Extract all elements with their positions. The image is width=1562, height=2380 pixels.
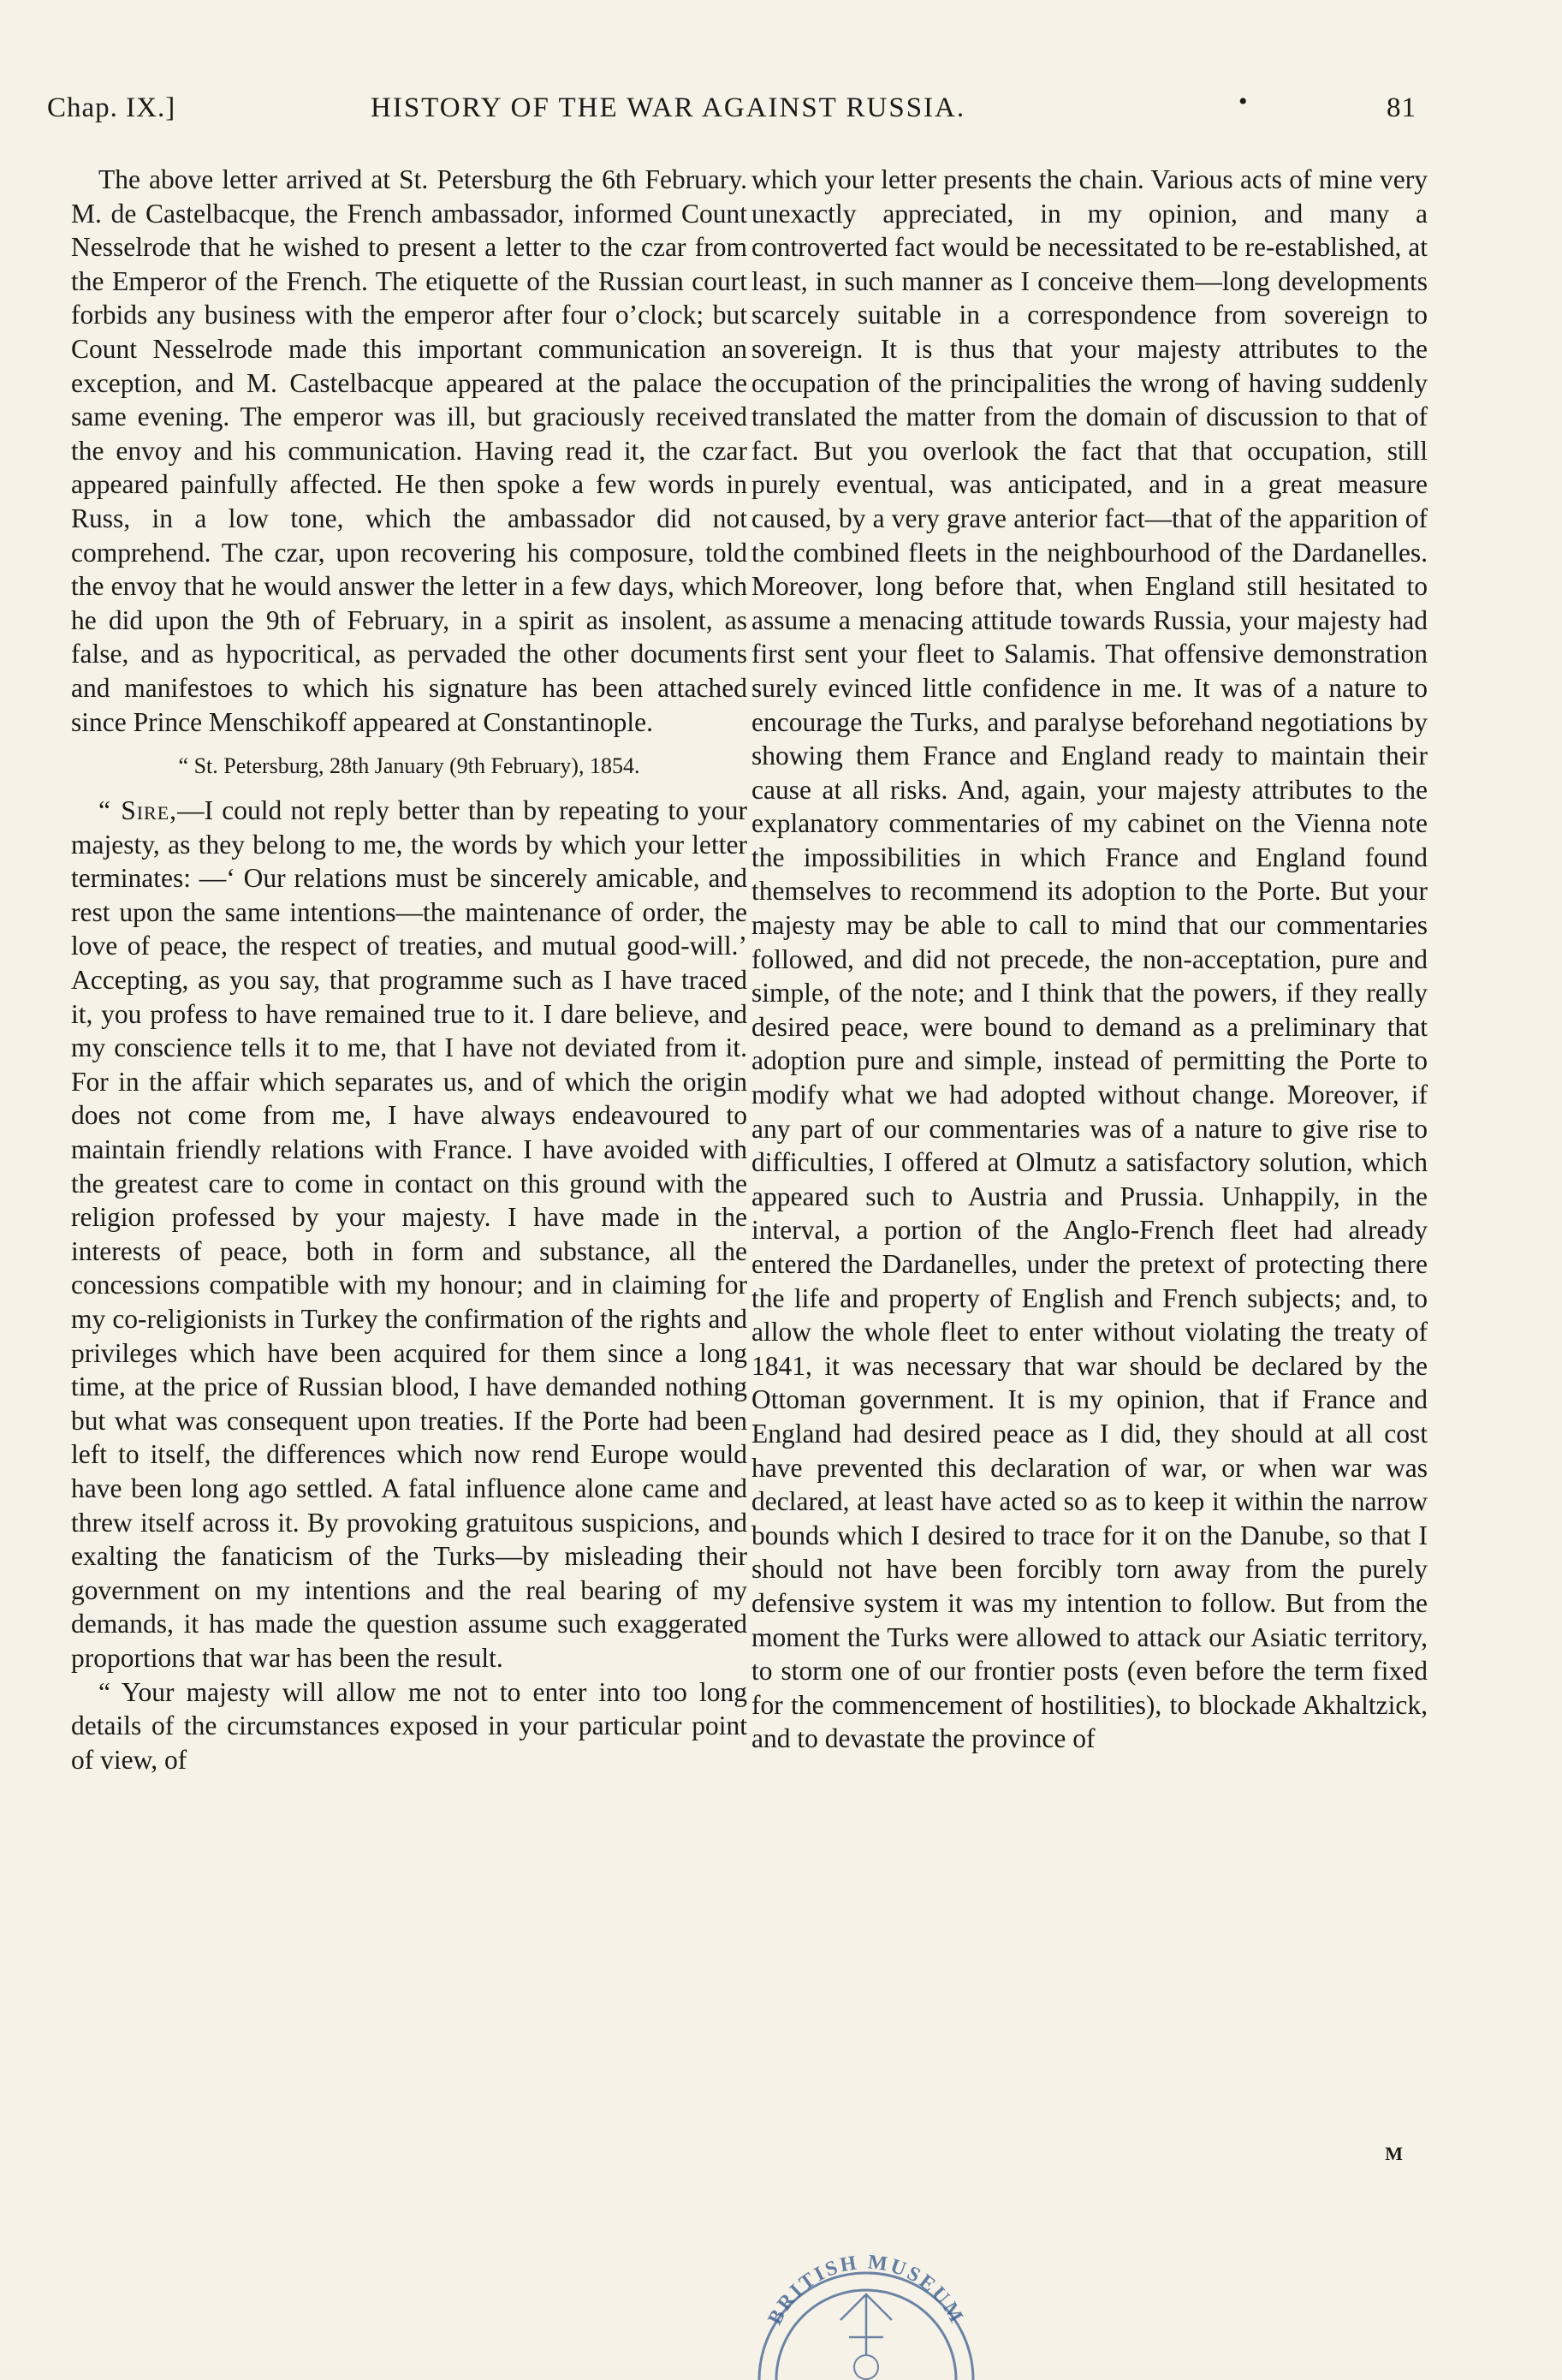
right-paragraph-1: which your letter presents the chain. Various acts of mine very unexactly appreciated, in my opinion, and many a controverted fact would be necessitated to be re-established, at least, in such manner as I conceive them—long developments scarcely suitable in a correspondence from sovereign to sovereign. It is thus that your majesty attributes to the occupation of the principalities the wrong of having suddenly translated the matter from the domain of discussion to that of fact. But you overlook the fact that that occupation, still purely eventual, was anticipated, and in a great measure caused, by a very grave anterior fact—that of the apparition of the combined fleets in the neighbourhood of the Dardanelles. Moreover, long before that, when England still hesitated to assume a menacing attitude towards Russia, your majesty had first sent your fleet to Salamis. That offensive demonstration surely evinced little confidence in me. It was of a nature to encourage the Turks, and paralyse beforehand negotiations by showing them France and England ready to maintain their cause at all risks. And, again, your majesty attributes to the explanatory commentaries of my cabinet on the Vienna note the impossibilities in which France and England found themselves to recommend its adoption to the Porte. But your majesty may be able to call to mind that our commentaries followed, and did not precede, the non-acceptation, pure and simple, of the note; and I think that the powers, if they really desired peace, were bound to demand as a preliminary that adoption pure and simple, instead of permitting the Porte to modify what we had adopted without change. Moreover, if any part of our commentaries was of a nature to give rise to difficulties, I offered at Olmutz a satisfactory solution, which appeared such to Austria and Prussia. Unhappily, in the interval, a portion of the Anglo-French fleet had already entered the Dardanelles, under the pretext of protecting there the life and property of English and French subjects; and, to allow the whole fleet to enter without violating the treaty of 1841, it was necessary that war should be declared by the Ottoman government. It is my opinion, that if France and England had desired peace as I did, they should at all cost have prevented this declaration of war, or when war was declared, at least have acted so as to keep it within the narrow bounds which I desired to trace for it on the Danube, so that I should not have been forcibly torn away from the purely defensive system it was my intention to follow. But from the moment the Turks were allowed to attack our Asiatic territory, to storm one of our frontier posts (even before the term fixed for the commencement of hostilities), to blockade Akhaltzick, and to devastate the province of [751,164,1428,1754]
left-column [71,163,747,1776]
right-column [751,163,1428,1756]
left-paragraph-2-body: —I could not reply better than by repeating to your majesty, as they belong to me, the words by which your letter terminates: —‘ Our relations must be sincerely amicable, and rest upon the same intentions—the maintenance of order, the love of peace, the respect of treaties, and mutual good-will.’ Accepting, as you say, that programme such as I have traced it, you profess to have remained true to it. I dare believe, and my conscience tells it to me, that I have not deviated from it. For in the affair which separates us, and of which the origin does not come from me, I have always endeavoured to maintain friendly relations with France. I have avoided with the greatest care to come in contact on this ground with the religion professed by your majesty. I have made in the interests of peace, both in form and substance, all the concessions compatible with my honour; and in claiming for my co-religionists in Turkey the confirmation of the rights and privileges which have been acquired for them since a long time, at the price of Russian blood, I have demanded nothing but what was consequent upon treaties. If the Porte had been left to itself, the differences which now rend Europe would have been long ago settled. A fatal influence alone came and threw itself across it. By provoking gratuitous suspicions, and exalting the fanaticism of the Turks—by misleading their government on my intentions and the real bearing of my demands, it has made the question assume such exaggerated proportions that war has been the result. [71,795,747,1673]
running-head [47,87,1416,130]
signature-mark: M [1385,2143,1404,2164]
salutation: “ Sire, [98,795,178,826]
stamp-text: BRITISH MUSEUM [763,2251,969,2329]
left-paragraph-2 [71,794,747,1675]
chapter-label: Chap. IX.] [47,92,176,123]
header-dot: • [1238,87,1249,116]
page-title: HISTORY OF THE WAR AGAINST RUSSIA. [371,92,966,123]
library-stamp [738,2217,995,2380]
left-paragraph-3: “ Your majesty will allow me not to enter into too long details of the circumstances exposed in your particular point of view, of [71,1676,747,1775]
page-number: 81 [1387,92,1416,123]
left-paragraph-1: The above letter arrived at St. Petersburg the 6th February. M. de Castelbacque, the French ambassador, informed Count Nesselrode that he wished to present a letter to the czar from the Emperor of the French. The etiquette of the Russian court forbids any business with the emperor after four o’clock; but Count Nesselrode made this important communication an exception, and M. Castelbacque appeared at the palace the same evening. The emperor was ill, but graciously received the envoy and his communication. Having read it, the czar appeared painfully affected. He then spoke a few words in Russ, in a low tone, which the ambassador did not comprehend. The czar, upon recovering his composure, told the envoy that he would answer the letter in a few days, which he did upon the 9th of February, in a spirit as insolent, as false, and as hypocritical, as pervaded the other documents and manifestoes to which his signature has been attached since Prince Menschikoff appeared at Constantinople. [71,164,747,737]
letter-dateline: “ St. Petersburg, 28th January (9th February), 1854. [178,753,640,779]
